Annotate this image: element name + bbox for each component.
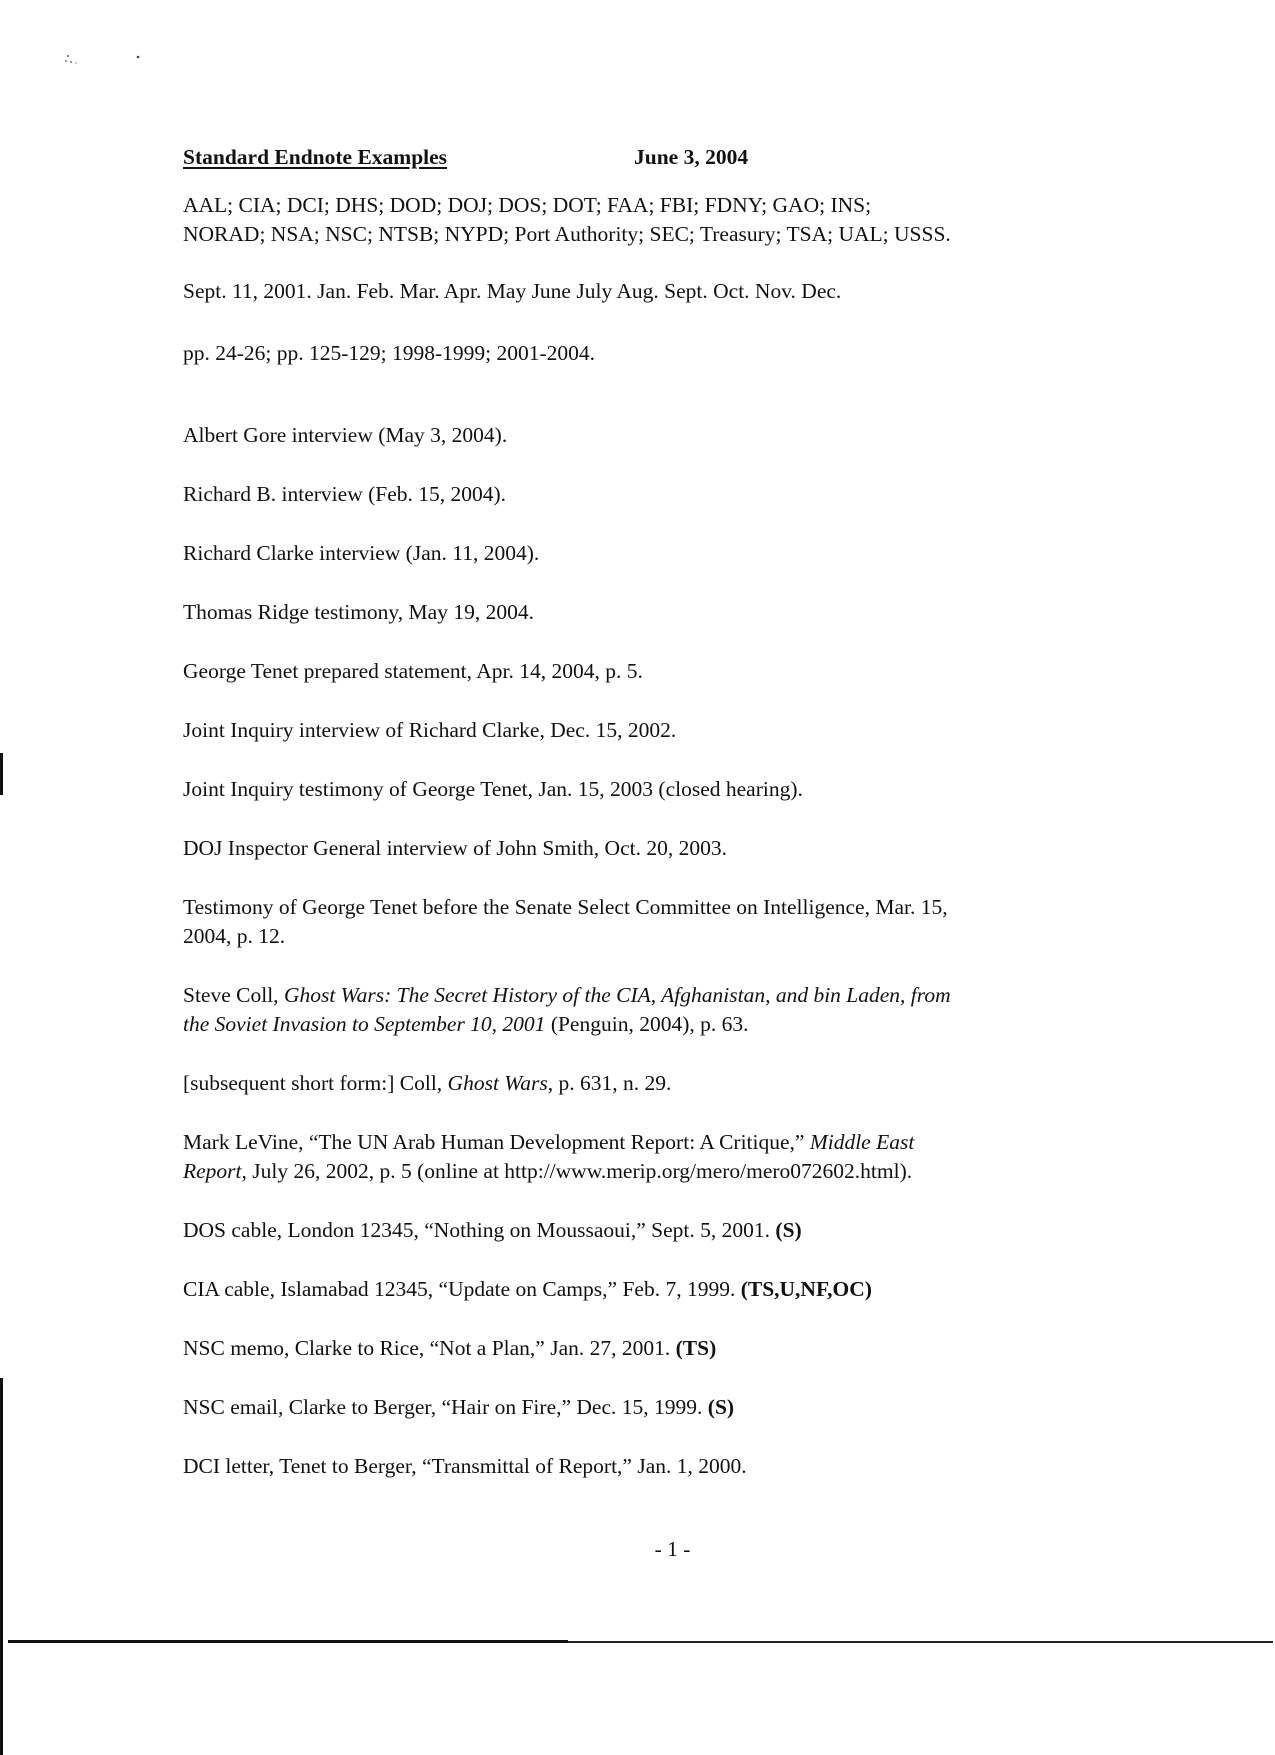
endnote-entry: Joint Inquiry testimony of George Tenet, Jan. 15, 2003 (closed hearing). [183, 777, 803, 801]
journal-title-continued: Report [183, 1159, 242, 1183]
document-date: June 3, 2004 [634, 145, 749, 169]
scan-edge-mark-upper [0, 753, 3, 795]
journal-title: Middle East [809, 1130, 915, 1154]
document-header [183, 143, 1123, 172]
entry-text: Mark LeVine, “The UN Arab Human Development Report: A Critique,” [183, 1130, 810, 1154]
bottom-rule-thick-segment [8, 1640, 568, 1643]
entry-author: Steve Coll, [183, 983, 284, 1007]
classification-marking: (TS) [675, 1336, 717, 1360]
entry-text: , p. 631, n. 29. [547, 1071, 672, 1095]
entry-text: [subsequent short form:] Coll, [183, 1071, 448, 1095]
classification-marking: (TS,U,NF,OC) [740, 1277, 872, 1301]
endnote-entry: Richard B. interview (Feb. 15, 2004). [183, 482, 507, 506]
endnote-entry [183, 1216, 1123, 1245]
endnote-entry [183, 893, 1123, 951]
endnote-entry [183, 1393, 1123, 1422]
abbreviations-line-2: NORAD; NSA; NSC; NTSB; NYPD; Port Authority; SEC; Treasury; TSA; UAL; USSS. [183, 222, 951, 246]
abbreviations-list [183, 191, 1123, 249]
document-title: Standard Endnote Examples [183, 145, 448, 169]
endnote-entry: Albert Gore interview (May 3, 2004). [183, 423, 508, 447]
book-title: Ghost Wars: The Secret History of the CIA, Afghanistan, and bin Laden, from [283, 983, 951, 1007]
scan-specks [64, 52, 154, 82]
endnote-entry [183, 1275, 1123, 1304]
endnote-entry [183, 1128, 1123, 1186]
book-title-continued: the Soviet Invasion to September 10, 2001 [183, 1012, 546, 1036]
entry-text: DOS cable, London 12345, “Nothing on Moussaoui,” Sept. 5, 2001. [183, 1218, 776, 1242]
entry-text: 2004, p. 12. [183, 924, 286, 948]
entry-text: Testimony of George Tenet before the Senate Select Committee on Intelligence, Mar. 15, [183, 895, 948, 919]
endnote-entry: Richard Clarke interview (Jan. 11, 2004). [183, 541, 540, 565]
classification-marking: (S) [707, 1395, 735, 1419]
entry-text: NSC memo, Clarke to Rice, “Not a Plan,” Jan. 27, 2001. [183, 1336, 676, 1360]
endnote-entry [183, 1334, 1123, 1363]
page-range-examples: pp. 24-26; pp. 125-129; 1998-1999; 2001-2004. [183, 341, 596, 365]
document-body [183, 143, 1123, 1481]
endnote-entry: Thomas Ridge testimony, May 19, 2004. [183, 600, 534, 624]
date-abbreviations: Sept. 11, 2001. Jan. Feb. Mar. Apr. May June July Aug. Sept. Oct. Nov. Dec. [183, 279, 842, 303]
entry-text: NSC email, Clarke to Berger, “Hair on Fire,” Dec. 15, 1999. [183, 1395, 708, 1419]
endnote-entry [183, 1069, 1123, 1098]
endnote-entry: George Tenet prepared statement, Apr. 14, 2004, p. 5. [183, 659, 643, 683]
abbreviations-line-1: AAL; CIA; DCI; DHS; DOD; DOJ; DOS; DOT; FAA; FBI; FDNY; GAO; INS; [183, 193, 872, 217]
endnote-entry: DOJ Inspector General interview of John Smith, Oct. 20, 2003. [183, 836, 727, 860]
entry-text: , July 26, 2002, p. 5 (online at http://www.merip.org/mero/mero072602.html). [241, 1159, 913, 1183]
classification-marking: (S) [775, 1218, 802, 1242]
scan-edge-mark-lower [0, 1378, 3, 1755]
endnote-entry: DCI letter, Tenet to Berger, “Transmittal of Report,” Jan. 1, 2000. [183, 1454, 747, 1478]
book-title: Ghost Wars [447, 1071, 548, 1095]
publication-info: (Penguin, 2004), p. 63. [545, 1012, 749, 1036]
entry-text: CIA cable, Islamabad 12345, “Update on Camps,” Feb. 7, 1999. [183, 1277, 741, 1301]
page-number: - 1 - [654, 1537, 691, 1561]
endnote-entry [183, 981, 1123, 1039]
endnote-entry: Joint Inquiry interview of Richard Clarke, Dec. 15, 2002. [183, 718, 677, 742]
